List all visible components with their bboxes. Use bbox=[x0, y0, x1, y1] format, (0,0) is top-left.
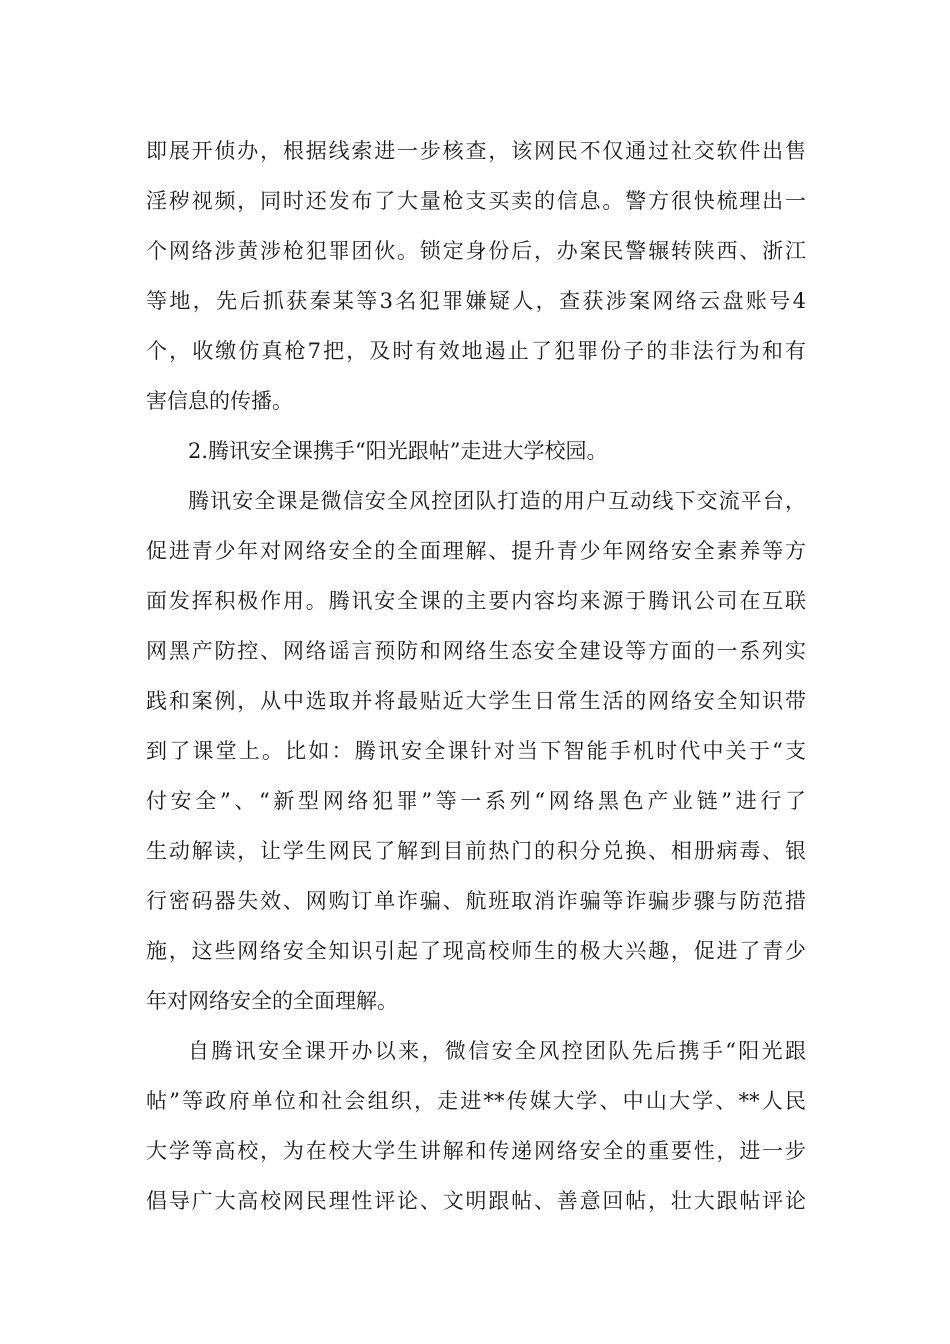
paragraph-2-line-5: 践和案例，从中选取并将最贴近大学生日常生活的网络安全知识带 bbox=[146, 689, 806, 713]
paragraph-2-line-6: 到了课堂上。比如：腾讯安全课针对当下智能手机时代中关于“支 bbox=[146, 739, 806, 763]
section-heading-2: 2.腾讯安全课携手“阳光跟帖”走进大学校园。 bbox=[188, 439, 608, 463]
paragraph-2-line-8: 生动解读，让学生网民了解到目前热门的积分兑换、相册病毒、银 bbox=[146, 839, 806, 863]
paragraph-1-line-6: 害信息的传播。 bbox=[146, 389, 293, 413]
paragraph-2-line-3: 面发挥积极作用。腾讯安全课的主要内容均来源于腾讯公司在互联 bbox=[146, 589, 806, 613]
paragraph-1-line-5: 个，收缴仿真枪7把，及时有效地遏止了犯罪份子的非法行为和有 bbox=[146, 339, 806, 363]
paragraph-2-line-11: 年对网络安全的全面理解。 bbox=[146, 989, 398, 1013]
paragraph-2-line-7: 付安全”、“新型网络犯罪”等一系列“网络黑色产业链”进行了 bbox=[146, 789, 806, 813]
paragraph-3-line-3: 大学等高校，为在校大学生讲解和传递网络安全的重要性，进一步 bbox=[146, 1139, 806, 1163]
paragraph-1-line-3: 个网络涉黄涉枪犯罪团伙。锁定身份后，办案民警辗转陕西、浙江 bbox=[146, 239, 806, 263]
paragraph-3-line-2: 帖”等政府单位和社会组织，走进**传媒大学、中山大学、**人民 bbox=[146, 1089, 806, 1113]
paragraph-3-line-4: 倡导广大高校网民理性评论、文明跟帖、善意回帖，壮大跟帖评论 bbox=[146, 1189, 806, 1213]
paragraph-2-line-4: 网黑产防控、网络谣言预防和网络生态安全建设等方面的一系列实 bbox=[146, 639, 806, 663]
paragraph-2-line-2: 促进青少年对网络安全的全面理解、提升青少年网络安全素养等方 bbox=[146, 539, 806, 563]
paragraph-2-line-10: 施，这些网络安全知识引起了现高校师生的极大兴趣，促进了青少 bbox=[146, 939, 806, 963]
paragraph-2-line-9: 行密码器失效、网购订单诈骗、航班取消诈骗等诈骗步骤与防范措 bbox=[146, 889, 806, 913]
paragraph-1-line-1: 即展开侦办，根据线索进一步核查，该网民不仅通过社交软件出售 bbox=[146, 139, 806, 163]
paragraph-3-line-1: 自腾讯安全课开办以来，微信安全风控团队先后携手“阳光跟 bbox=[188, 1039, 806, 1063]
paragraph-2-line-1: 腾讯安全课是微信安全风控团队打造的用户互动线下交流平台， bbox=[188, 489, 806, 513]
paragraph-1-line-2: 淫秽视频，同时还发布了大量枪支买卖的信息。警方很快梳理出一 bbox=[146, 189, 806, 213]
paragraph-1-line-4: 等地，先后抓获秦某等3名犯罪嫌疑人，查获涉案网络云盘账号4 bbox=[146, 289, 806, 313]
